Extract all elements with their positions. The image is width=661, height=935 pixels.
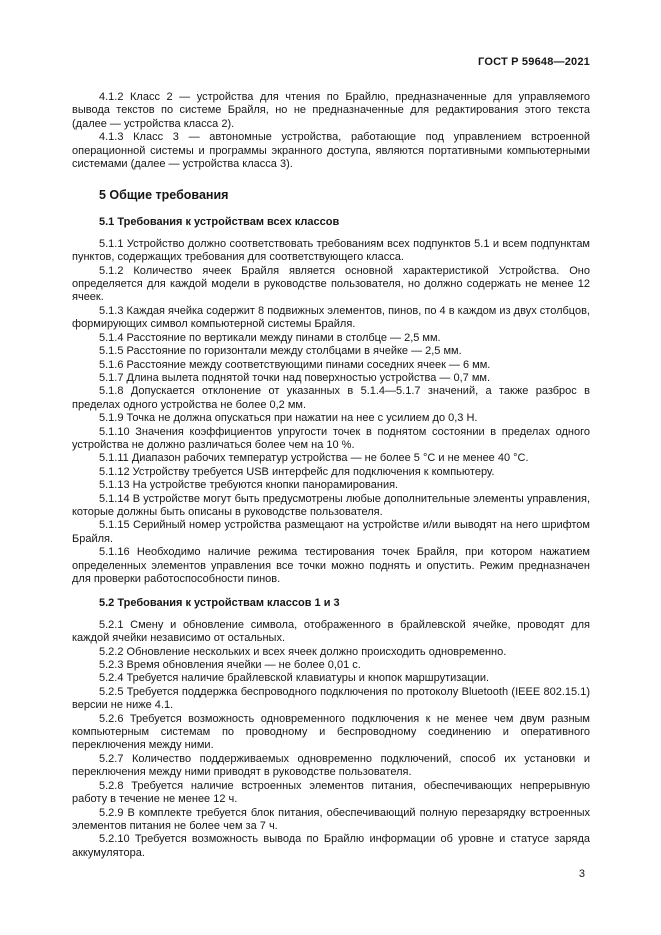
document-body (72, 91, 590, 860)
section-heading: 5 Общие требования (99, 188, 229, 203)
section-heading: 5.2 Требования к устройствам классов 1 и 3 (99, 597, 340, 610)
paragraph: 5.2.3 Время обновления ячейки — не более 0,01 с. (99, 659, 361, 672)
paragraph: 5.1.9 Точка не должна опускаться при нажатии на нее с усилием до 0,3 Н. (99, 412, 478, 425)
paragraph: 5.1.6 Расстояние между соответствующими пинами соседних ячеек — 6 мм. (99, 358, 491, 371)
paragraph: 5.1.11 Диапазон рабочих температур устройства — не более 5 °С и не менее 40 °С. (99, 452, 529, 465)
paragraph: 5.2.7 Количество поддерживаемых одновременно подключений, способ их установки и переключения между ними приводят в руководстве пользователя. (72, 752, 590, 779)
paragraph: 5.2.4 Требуется наличие брайлевской клавиатуры и кнопок маршрутизации. (99, 672, 490, 685)
paragraph: 5.1.10 Значения коэффициентов упругости точек в поднятом состоянии в пределах одного устройства не должно различаться более чем на 10 %. (72, 425, 590, 451)
paragraph: 5.2.2 Обновление нескольких и всех ячеек должно происходить одновременно. (99, 645, 507, 658)
paragraph: 5.1.2 Количество ячеек Брайля является основной характеристикой Устройства. Оно определяется для каждой модели в руководстве пользователя, но должно содержать не менее 12 ячеек. (72, 264, 590, 304)
paragraph: 5.1.3 Каждая ячейка содержит 8 подвижных элементов, пинов, по 4 в каждом из двух столбцов, формирующих символ компьютерной системы Брайля. (72, 304, 590, 331)
paragraph: 5.1.7 Длина вылета поднятой точки над поверхностью устройства — 0,7 мм. (99, 371, 490, 384)
paragraph: 4.1.3 Класс 3 — автономные устройства, работающие под управлением встроенной операционной системы и программы экранного доступа, являются портативными компьютерными системами (далее — устройства класса 3). (72, 131, 590, 171)
paragraph: 5.2.1 Смену и обновление символа, отображенного в брайлевской ячейке, проводят для каждой ячейки независимо от остальных. (72, 618, 590, 645)
paragraph: 5.1.4 Расстояние по вертикали между пинами в столбце — 2,5 мм. (99, 331, 441, 344)
paragraph: 5.1.5 Расстояние по горизонтали между столбцами в ячейке — 2,5 мм. (99, 345, 462, 358)
paragraph: 5.1.15 Серийный номер устройства размещают на устройстве и/или выводят на него шрифтом Брайля. (72, 519, 590, 545)
paragraph: 5.1.14 В устройстве могут быть предусмотрены любые дополнительные элементы управления, которые должны быть описаны в руководстве пользователя. (72, 492, 590, 518)
paragraph: 5.2.9 В комплекте требуется блок питания, обеспечивающий полную перезарядку встроенных элементов питания не более чем за 7 ч. (72, 806, 590, 832)
paragraph: 5.1.12 Устройству требуется USB интерфейс для подключения к компьютеру. (99, 465, 495, 478)
paragraph: 4.1.2 Класс 2 — устройства для чтения по Брайлю, предназначенные для управляемого вывода текстов по системе Брайля, но не предназначенные для редактирования этого текста (далее — устройства класса 2). (72, 91, 590, 130)
paragraph: 5.2.6 Требуется возможность одновременного подключения к не менее чем двум разным компьютерным системам по проводному и беспроводному соединению и оперативного переключения между ними. (72, 712, 590, 752)
section-heading: 5.1 Требования к устройствам всех классов (99, 216, 340, 229)
paragraph: 5.2.8 Требуется наличие встроенных элементов питания, обеспечивающих непрерывную работу в течение не менее 12 ч. (72, 779, 590, 806)
paragraph: 5.1.1 Устройство должно соответствовать требованиям всех подпунктов 5.1 и всем подпунктам пунктов, содержащих требования для соответствующего класса. (72, 237, 590, 264)
paragraph: 5.2.5 Требуется поддержка беспроводного подключения по протоколу Bluetooth (IEEE 802.15.1) версии не ниже 4.1. (72, 685, 590, 712)
document-code-header: ГОСТ Р 59648—2021 (478, 56, 590, 68)
paragraph: 5.1.13 На устройстве требуются кнопки панорамирования. (99, 479, 399, 492)
page-number: 3 (578, 868, 585, 880)
paragraph: 5.1.16 Необходимо наличие режима тестирования точек Брайля, при котором нажатием определенных элементов управления все точки можно поднять и опустить. Режим предназначен для проверки работоспособности пинов. (72, 546, 590, 585)
paragraph: 5.2.10 Требуется возможность вывода по Брайлю информации об уровне и статусе заряда аккумулятора. (72, 833, 590, 859)
paragraph: 5.1.8 Допускается отклонение от указанных в 5.1.4—5.1.7 значений, а также разброс в пределах одного устройства не более 0,2 мм. (72, 385, 590, 411)
